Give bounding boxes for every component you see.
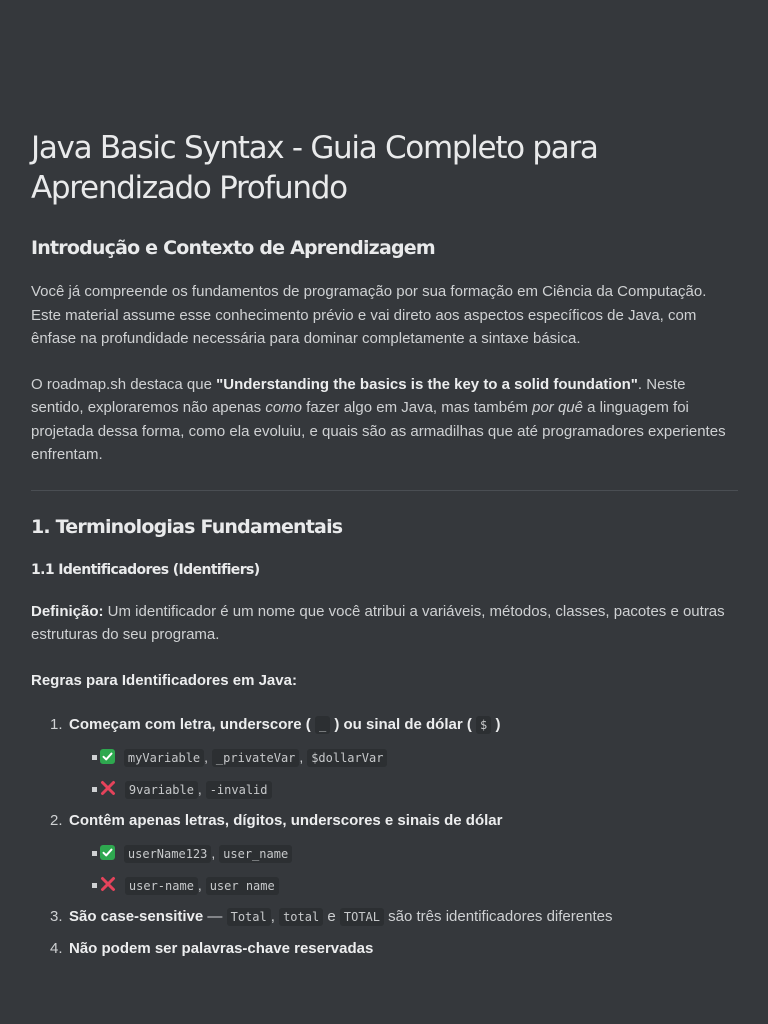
intro-text: O roadmap.sh destaca que xyxy=(31,375,217,393)
rule-item: 3. São case-sensitive — Total , total e TOTAL são três identificadores diferentes xyxy=(31,906,738,928)
inline-code: userName123 xyxy=(124,845,211,863)
cross-mark-icon xyxy=(100,876,116,892)
rule-text: Começam com letra, underscore ( xyxy=(69,716,311,733)
rule-item xyxy=(31,714,738,800)
list-number: 2. xyxy=(50,812,63,829)
bullet xyxy=(92,787,97,792)
roadmap-quote: "Understanding the basics is the key to a solid foundation" xyxy=(216,375,638,393)
intro-text: a linguagem foi projetada dessa forma, como ela evoluiu, e quais são as armadilhas que até programadores experientes enfrentam. xyxy=(31,399,726,463)
bullet xyxy=(92,851,97,856)
inline-code: $ xyxy=(476,716,491,734)
list-number: 1. xyxy=(50,716,63,733)
rules-list xyxy=(31,714,738,960)
inline-code: 9variable xyxy=(125,781,198,799)
rule-text: ) xyxy=(495,716,501,733)
list-number: 3. xyxy=(50,908,63,925)
rules-heading-text: Regras para Identificadores em Java: xyxy=(31,671,297,689)
section-heading: 1. Terminologias Fundamentais xyxy=(31,515,343,538)
intro-paragraph-2 xyxy=(31,373,738,467)
intro-text: fazer algo em Java, mas também xyxy=(302,399,533,416)
inline-code: Total xyxy=(227,908,271,926)
rule-text: São case-sensitive xyxy=(69,908,204,925)
bullet xyxy=(92,755,97,760)
inline-code: _ xyxy=(315,716,330,734)
bullet xyxy=(92,883,97,888)
subsection-heading: 1.1 Identificadores (Identifiers) xyxy=(31,561,260,578)
invalid-examples: user-name , user name xyxy=(31,874,738,896)
inline-code: _privateVar xyxy=(212,749,299,767)
inline-code: total xyxy=(279,908,323,926)
valid-examples: userName123 , user_name xyxy=(31,842,738,864)
rule-item xyxy=(31,810,738,896)
rule-text: e xyxy=(323,908,340,925)
invalid-examples: 9variable , -invalid xyxy=(31,778,738,800)
intro-heading: Introdução e Contexto de Aprendizagem xyxy=(31,237,435,259)
emphasis-como: como xyxy=(265,399,303,416)
rule-text: Não podem ser palavras-chave reservadas xyxy=(69,940,374,957)
examples-list xyxy=(31,746,738,800)
inline-code: myVariable xyxy=(124,749,204,767)
inline-code: -invalid xyxy=(206,781,272,799)
check-mark-button-icon xyxy=(100,845,115,860)
inline-code: TOTAL xyxy=(340,908,384,926)
section-divider xyxy=(31,490,738,491)
article xyxy=(31,128,738,960)
page-title: Java Basic Syntax - Guia Completo para Aprendizado Profundo xyxy=(31,130,598,206)
inline-code: user_name xyxy=(219,845,292,863)
rule-text: — xyxy=(203,908,227,925)
check-mark-button-icon xyxy=(100,749,115,764)
definition-label: Definição: xyxy=(31,602,104,620)
inline-code: user name xyxy=(206,877,279,895)
emphasis-por-que: por quê xyxy=(532,399,583,416)
definition-paragraph xyxy=(31,600,738,647)
rule-text: ) ou sinal de dólar ( xyxy=(334,716,472,733)
inline-code: user-name xyxy=(125,877,198,895)
list-number: 4. xyxy=(50,940,63,957)
rule-text: são três identificadores diferentes xyxy=(384,908,613,925)
rule-text: Contêm apenas letras, dígitos, underscores e sinais de dólar xyxy=(69,812,503,829)
inline-code: $dollarVar xyxy=(307,749,387,767)
definition-text: Um identificador é um nome que você atribui a variáveis, métodos, classes, pacotes e outras estruturas do seu programa. xyxy=(31,602,725,643)
cross-mark-icon xyxy=(100,780,116,796)
examples-list xyxy=(31,842,738,896)
rules-heading xyxy=(31,669,738,693)
valid-examples: myVariable , _privateVar , $dollarVar xyxy=(31,746,738,768)
intro-paragraph-1: Você já compreende os fundamentos de programação por sua formação em Ciência da Computação. Este material assume esse conhecimento prévio e vai direto aos aspectos específicos de Java, com ênfase na profundidade necessária para dominar completamente a sintaxe básica. xyxy=(31,283,707,347)
rule-item xyxy=(31,938,738,960)
intro-text: . Neste sentido, exploraremos não apenas xyxy=(31,375,686,416)
